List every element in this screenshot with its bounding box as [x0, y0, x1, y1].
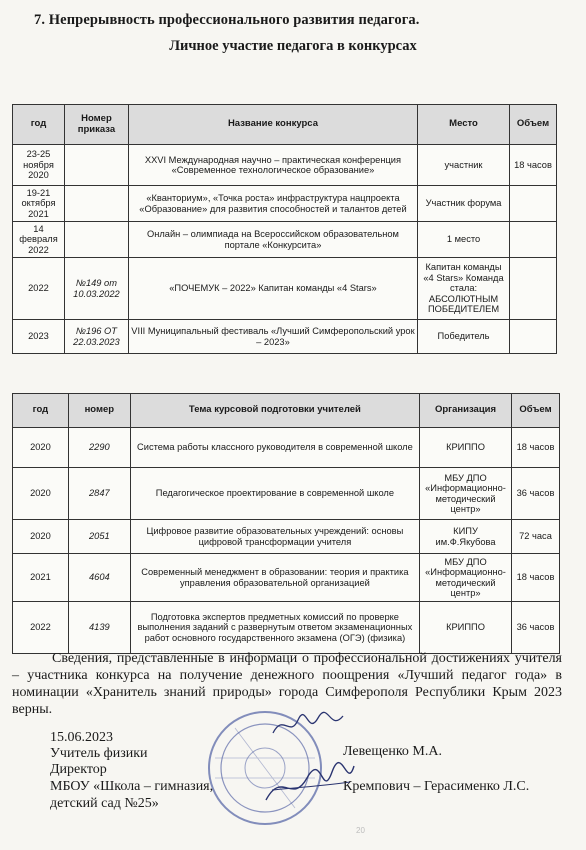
- contests-header-volume: Объем: [509, 105, 556, 145]
- contests-header-place: Место: [418, 105, 510, 145]
- page-number: 20: [356, 826, 365, 835]
- course-number: 4139: [68, 602, 130, 654]
- table-row: [13, 258, 557, 320]
- course-volume: 36 часов: [512, 468, 560, 520]
- course-org: КРИППО: [420, 428, 512, 468]
- contest-year: 14 февраля 2022: [13, 222, 65, 258]
- course-volume: 36 часов: [512, 602, 560, 654]
- course-topic: Цифровое развитие образовательных учреждений: основы цифровой трансформации учителя: [130, 520, 419, 554]
- courses-header-number: номер: [68, 394, 130, 428]
- contest-order: №149 от 10.03.2022: [64, 258, 128, 320]
- course-year: 2021: [13, 554, 69, 602]
- course-topic: Современный менеджмент в образовании: теория и практика управления образовательной организацией: [130, 554, 419, 602]
- contest-volume: [509, 320, 556, 354]
- teacher-signature: [268, 708, 348, 742]
- course-year: 2020: [13, 468, 69, 520]
- contest-name: VIII Муниципальный фестиваль «Лучший Симферопольский урок – 2023»: [128, 320, 417, 354]
- course-number: 4604: [68, 554, 130, 602]
- contest-order: [64, 186, 128, 222]
- director-name: Кремпович – Герасименко Л.С.: [343, 779, 530, 794]
- course-year: 2020: [13, 428, 69, 468]
- contest-volume: [509, 222, 556, 258]
- statement-paragraph: Сведения, представленные в информаци о профессиональной достижениях учителя – участника конкурса на получение денежного поощрения «Лучший педагог года» в номинации «Хранитель знаний природы» города Симферополя Республики Крым 2023 верны.: [12, 651, 562, 718]
- table-row: [13, 145, 557, 186]
- table-row: [13, 602, 560, 654]
- course-org: КИПУ им.Ф.Якубова: [420, 520, 512, 554]
- course-topic: Педагогическое проектирование в современной школе: [130, 468, 419, 520]
- table-row: [13, 468, 560, 520]
- contest-volume: [509, 186, 556, 222]
- contest-name: Онлайн – олимпиада на Всероссийском образовательном портале «Конкурсита»: [128, 222, 417, 258]
- course-org: МБУ ДПО «Информационно-методический центр»: [420, 468, 512, 520]
- table-row: [13, 320, 557, 354]
- courses-header-year: год: [13, 394, 69, 428]
- table-row: [13, 222, 557, 258]
- contest-name: «Кванториум», «Точка роста» инфраструктура нацпроекта «Образование» для развития способностей и талантов детей: [128, 186, 417, 222]
- teacher-role: Учитель физики: [50, 746, 148, 761]
- section-heading: 7. Непрерывность профессионального развития педагога.: [34, 12, 420, 28]
- director-role: Директор: [50, 762, 107, 777]
- course-number: 2847: [68, 468, 130, 520]
- table-row: [13, 520, 560, 554]
- contest-year: 2022: [13, 258, 65, 320]
- contest-volume: [509, 258, 556, 320]
- contest-name: «ПОЧЕМУК – 2022» Капитан команды «4 Stars»: [128, 258, 417, 320]
- contests-header-year: год: [13, 105, 65, 145]
- school-name-line1: МБОУ «Школа – гимназия,: [50, 779, 214, 794]
- course-year: 2020: [13, 520, 69, 554]
- contest-year: 23-25 ноября 2020: [13, 145, 65, 186]
- contest-place: Капитан команды «4 Stars» Команда стала: АБСОЛЮТНЫМ ПОБЕДИТЕЛЕМ: [418, 258, 510, 320]
- courses-header-topic: Тема курсовой подготовки учителей: [130, 394, 419, 428]
- course-volume: 72 часа: [512, 520, 560, 554]
- contest-volume: 18 часов: [509, 145, 556, 186]
- contests-header-order: Номер приказа: [64, 105, 128, 145]
- contest-place: Победитель: [418, 320, 510, 354]
- courses-header-volume: Объем: [512, 394, 560, 428]
- contest-place: участник: [418, 145, 510, 186]
- school-name-line2: детский сад №25»: [50, 796, 159, 811]
- course-volume: 18 часов: [512, 428, 560, 468]
- contests-header-name: Название конкурса: [128, 105, 417, 145]
- contest-place: Участник форума: [418, 186, 510, 222]
- course-topic: Система работы классного руководителя в современной школе: [130, 428, 419, 468]
- signoff-date: 15.06.2023: [50, 730, 113, 745]
- contest-order: [64, 145, 128, 186]
- contest-year: 19-21 октября 2021: [13, 186, 65, 222]
- course-year: 2022: [13, 602, 69, 654]
- course-number: 2290: [68, 428, 130, 468]
- course-org: КРИППО: [420, 602, 512, 654]
- teacher-name: Левещенко М.А.: [343, 744, 442, 759]
- course-number: 2051: [68, 520, 130, 554]
- course-volume: 18 часов: [512, 554, 560, 602]
- contest-year: 2023: [13, 320, 65, 354]
- courses-table: [12, 393, 560, 654]
- table-row: [13, 428, 560, 468]
- course-topic: Подготовка экспертов предметных комиссий по проверке выполнения заданий с развернутым ответом экзаменационных работ основного государственного экзамена (ОГЭ) (физика): [130, 602, 419, 654]
- contest-place: 1 место: [418, 222, 510, 258]
- section-subtitle: Личное участие педагога в конкурсах: [169, 38, 417, 54]
- contest-order: №196 ОТ 22.03.2023: [64, 320, 128, 354]
- course-org: МБУ ДПО «Информационно-методический центр»: [420, 554, 512, 602]
- table-row: [13, 554, 560, 602]
- table-row: [13, 186, 557, 222]
- contests-header-row: [13, 105, 557, 145]
- courses-header-org: Организация: [420, 394, 512, 428]
- contest-order: [64, 222, 128, 258]
- contests-table: [12, 104, 557, 354]
- courses-header-row: [13, 394, 560, 428]
- contest-name: XXVI Международная научно – практическая конференция «Современное технологическое образование»: [128, 145, 417, 186]
